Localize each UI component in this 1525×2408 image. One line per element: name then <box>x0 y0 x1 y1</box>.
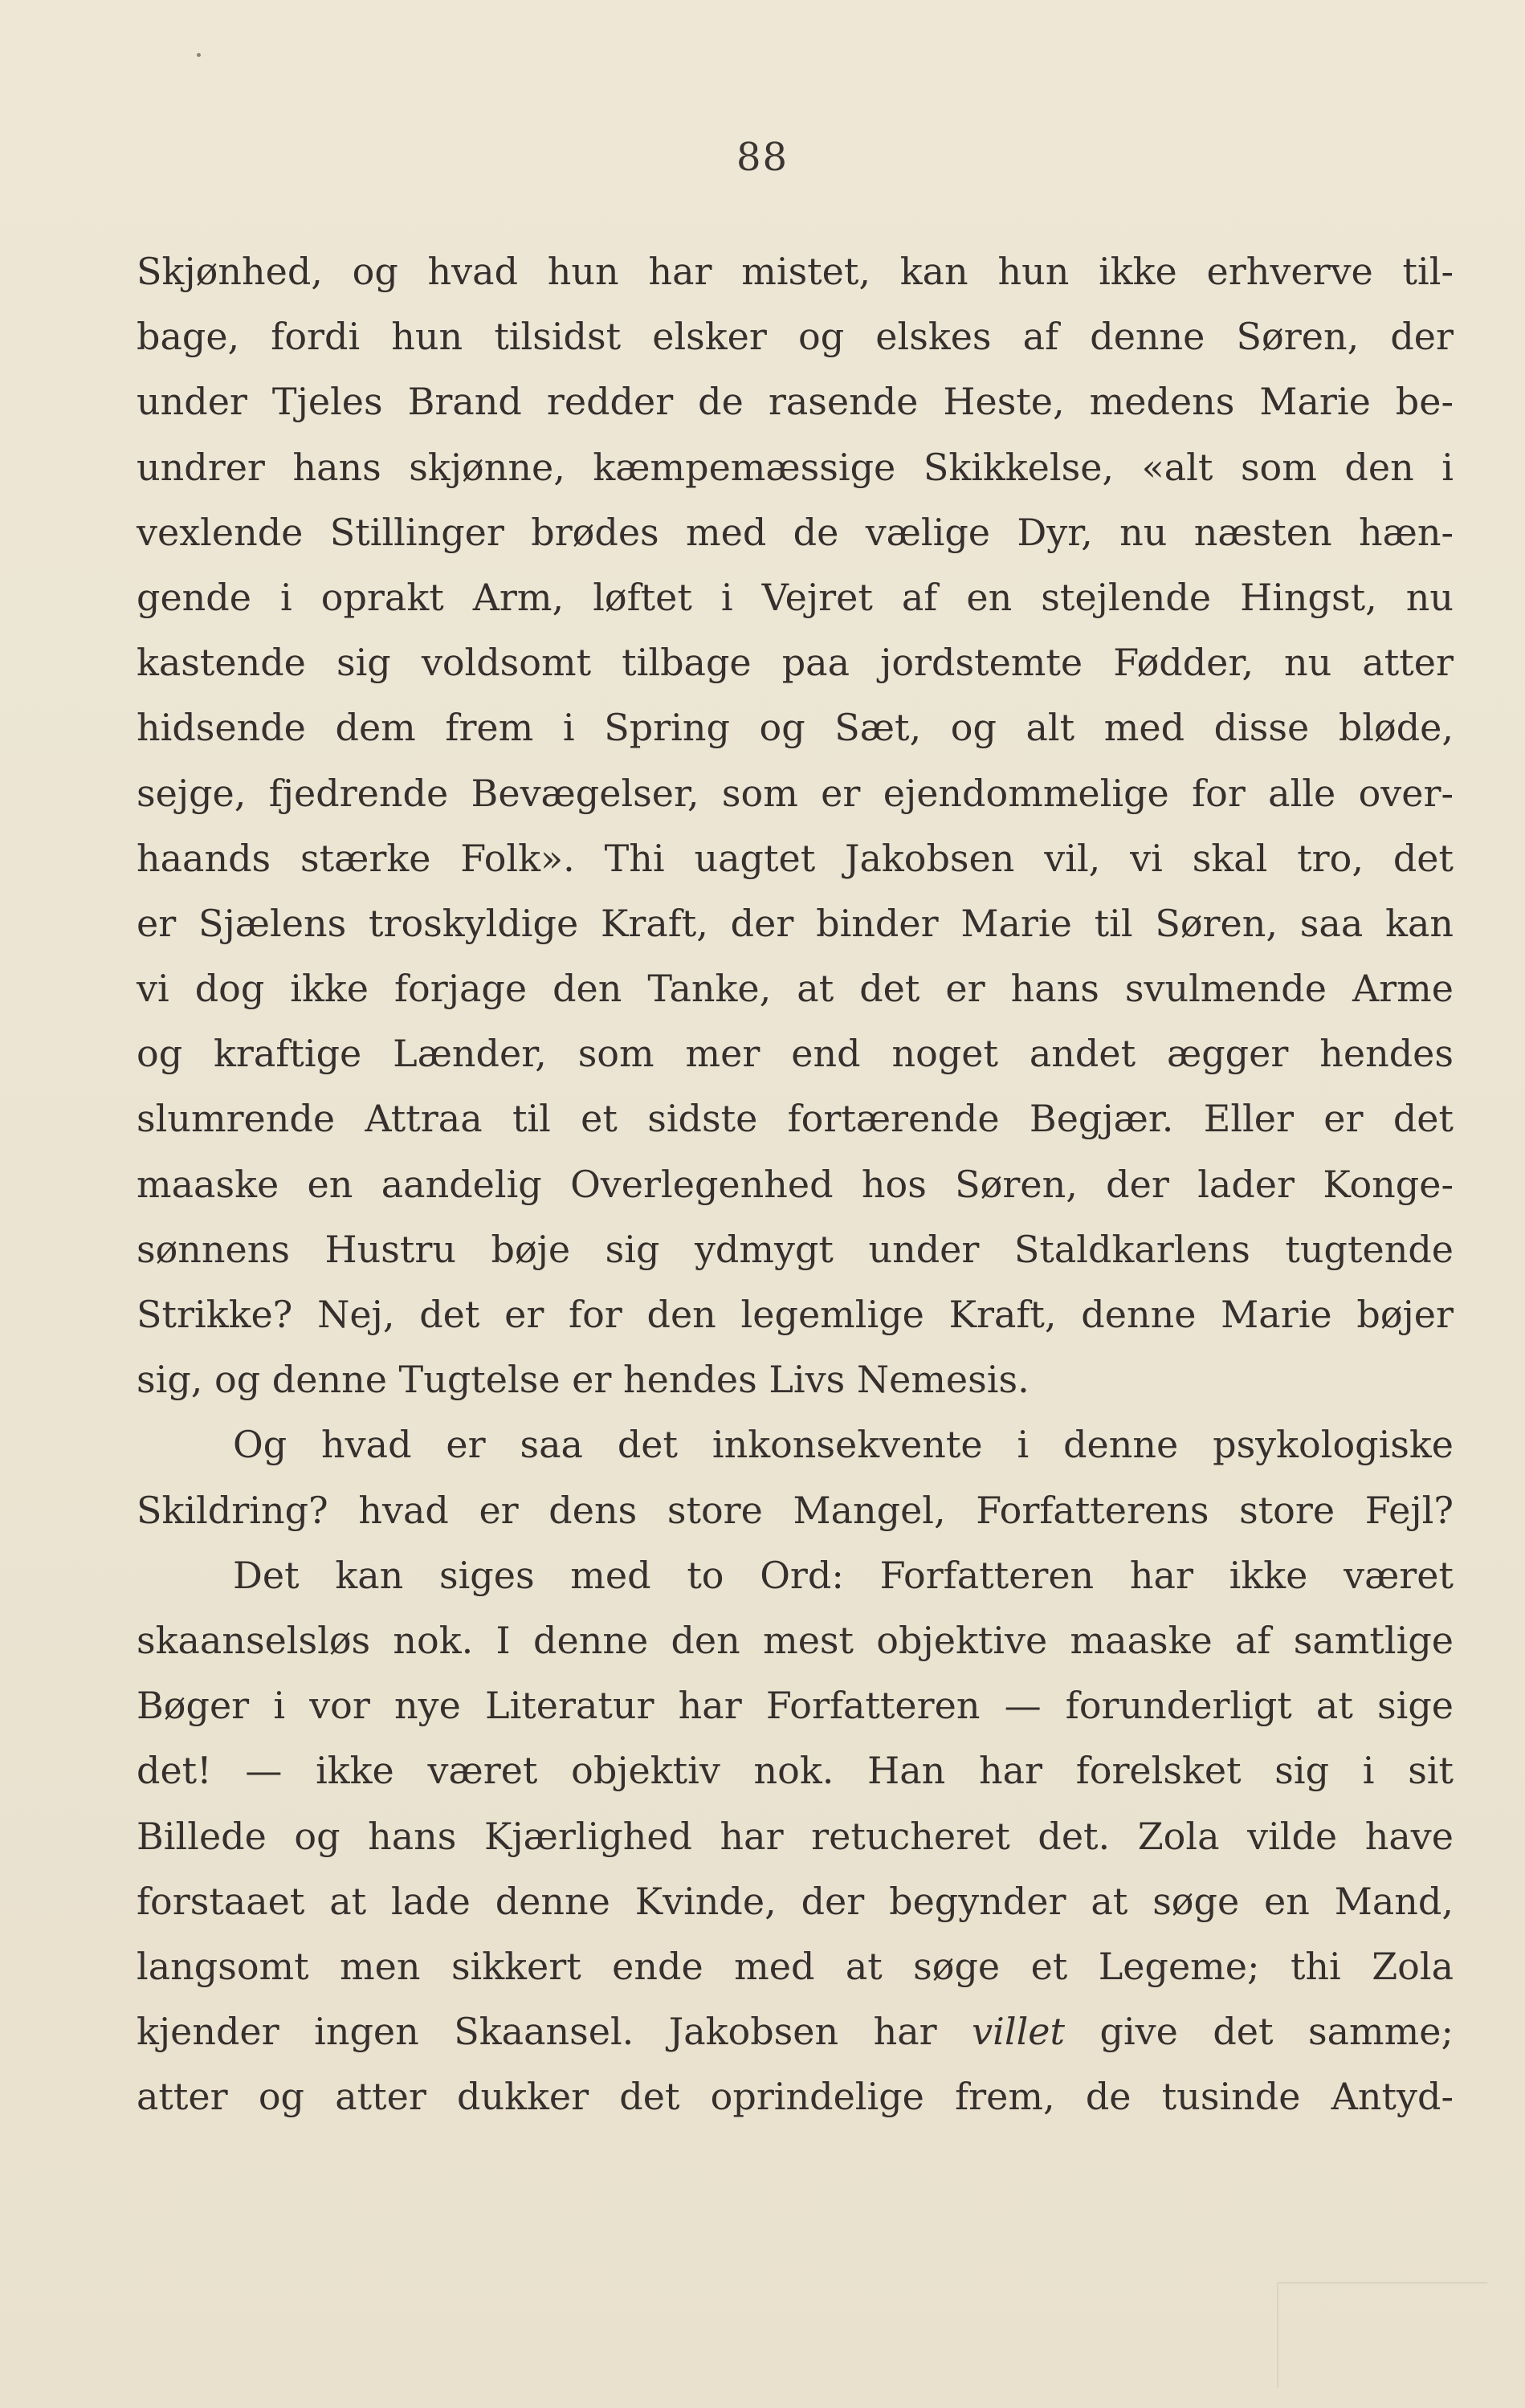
page-corner-mark <box>1277 2282 1487 2388</box>
text-line: slumrende Attraa til et sidste fortærende Begjær. Eller er det <box>137 1097 1454 1141</box>
text-line: forstaaet at lade denne Kvinde, der begynder at søge en Mand, <box>137 1879 1454 1923</box>
ink-speck <box>197 53 201 57</box>
text-line: sig, og denne Tugtelse er hendes Livs Nemesis. <box>137 1358 1030 1402</box>
text-line: atter og atter dukker det oprindelige frem, de tusinde Antyd- <box>137 2075 1454 2119</box>
text-line: skaanselsløs nok. I denne den mest objektive maaske af samtlige <box>137 1618 1454 1662</box>
body-text <box>137 239 1454 2129</box>
text-line: langsomt men sikkert ende med at søge et Legeme; thi Zola <box>137 1944 1454 1988</box>
text-line: sønnens Hustru bøje sig ydmygt under Staldkarlens tugtende <box>137 1227 1454 1271</box>
text-line: undrer hans skjønne, kæmpemæssige Skikkelse, «alt som den i <box>137 445 1454 489</box>
text-line: Billede og hans Kjærlighed har retucheret det. Zola vilde have <box>137 1814 1454 1858</box>
paragraph-start-line: Det kan siges med to Ord: Forfatteren har ikke været <box>233 1553 1454 1597</box>
text-line: kastende sig voldsomt tilbage paa jordstemte Fødder, nu atter <box>137 641 1454 685</box>
line-segment: kjender ingen Skaansel. Jakobsen har <box>137 2010 937 2054</box>
text-line: det! — ikke været objektiv nok. Han har forelsket sig i sit <box>137 1749 1454 1793</box>
text-line: maaske en aandelig Overlegenhed hos Søren, der lader Konge- <box>137 1162 1454 1206</box>
page-number: 88 <box>736 135 789 180</box>
text-line: bage, fordi hun tilsidst elsker og elskes af denne Søren, der <box>137 315 1454 359</box>
line-segment: give det samme; <box>1099 2010 1454 2054</box>
text-line: er Sjælens troskyldige Kraft, der binder Marie til Søren, saa kan <box>137 901 1454 945</box>
text-line: sejge, fjedrende Bevægelser, som er ejendommelige for alle over- <box>137 771 1454 815</box>
text-line: gende i oprakt Arm, løftet i Vejret af en stejlende Hingst, nu <box>137 575 1454 619</box>
text-line: Strikke? Nej, det er for den legemlige Kraft, denne Marie bøjer <box>137 1293 1454 1336</box>
text-line: Skildring? hvad er dens store Mangel, Forfatterens store Fejl? <box>137 1488 1454 1532</box>
text-line: hidsende dem frem i Spring og Sæt, og alt med disse bløde, <box>137 706 1454 750</box>
text-line: under Tjeles Brand redder de rasende Heste, medens Marie be- <box>137 380 1454 424</box>
text-line: Skjønhed, og hvad hun har mistet, kan hun ikke erhverve til- <box>137 250 1454 293</box>
text-line: og kraftige Lænder, som mer end noget andet ægger hendes <box>137 1032 1454 1076</box>
text-line: haands stærke Folk». Thi uagtet Jakobsen vil, vi skal tro, det <box>137 836 1454 880</box>
text-line: Bøger i vor nye Literatur har Forfatteren — forunderligt at sige <box>137 1684 1454 1728</box>
paragraph-start-line: Og hvad er saa det inkonsekvente i denne psykologiske <box>233 1423 1454 1467</box>
italic-word: villet <box>972 2010 1065 2054</box>
text-line-with-emphasis <box>137 1999 1454 2064</box>
text-line: vexlende Stillinger brødes med de vælige Dyr, nu næsten hæn- <box>137 510 1454 554</box>
text-line: vi dog ikke forjage den Tanke, at det er hans svulmende Arme <box>137 967 1454 1011</box>
